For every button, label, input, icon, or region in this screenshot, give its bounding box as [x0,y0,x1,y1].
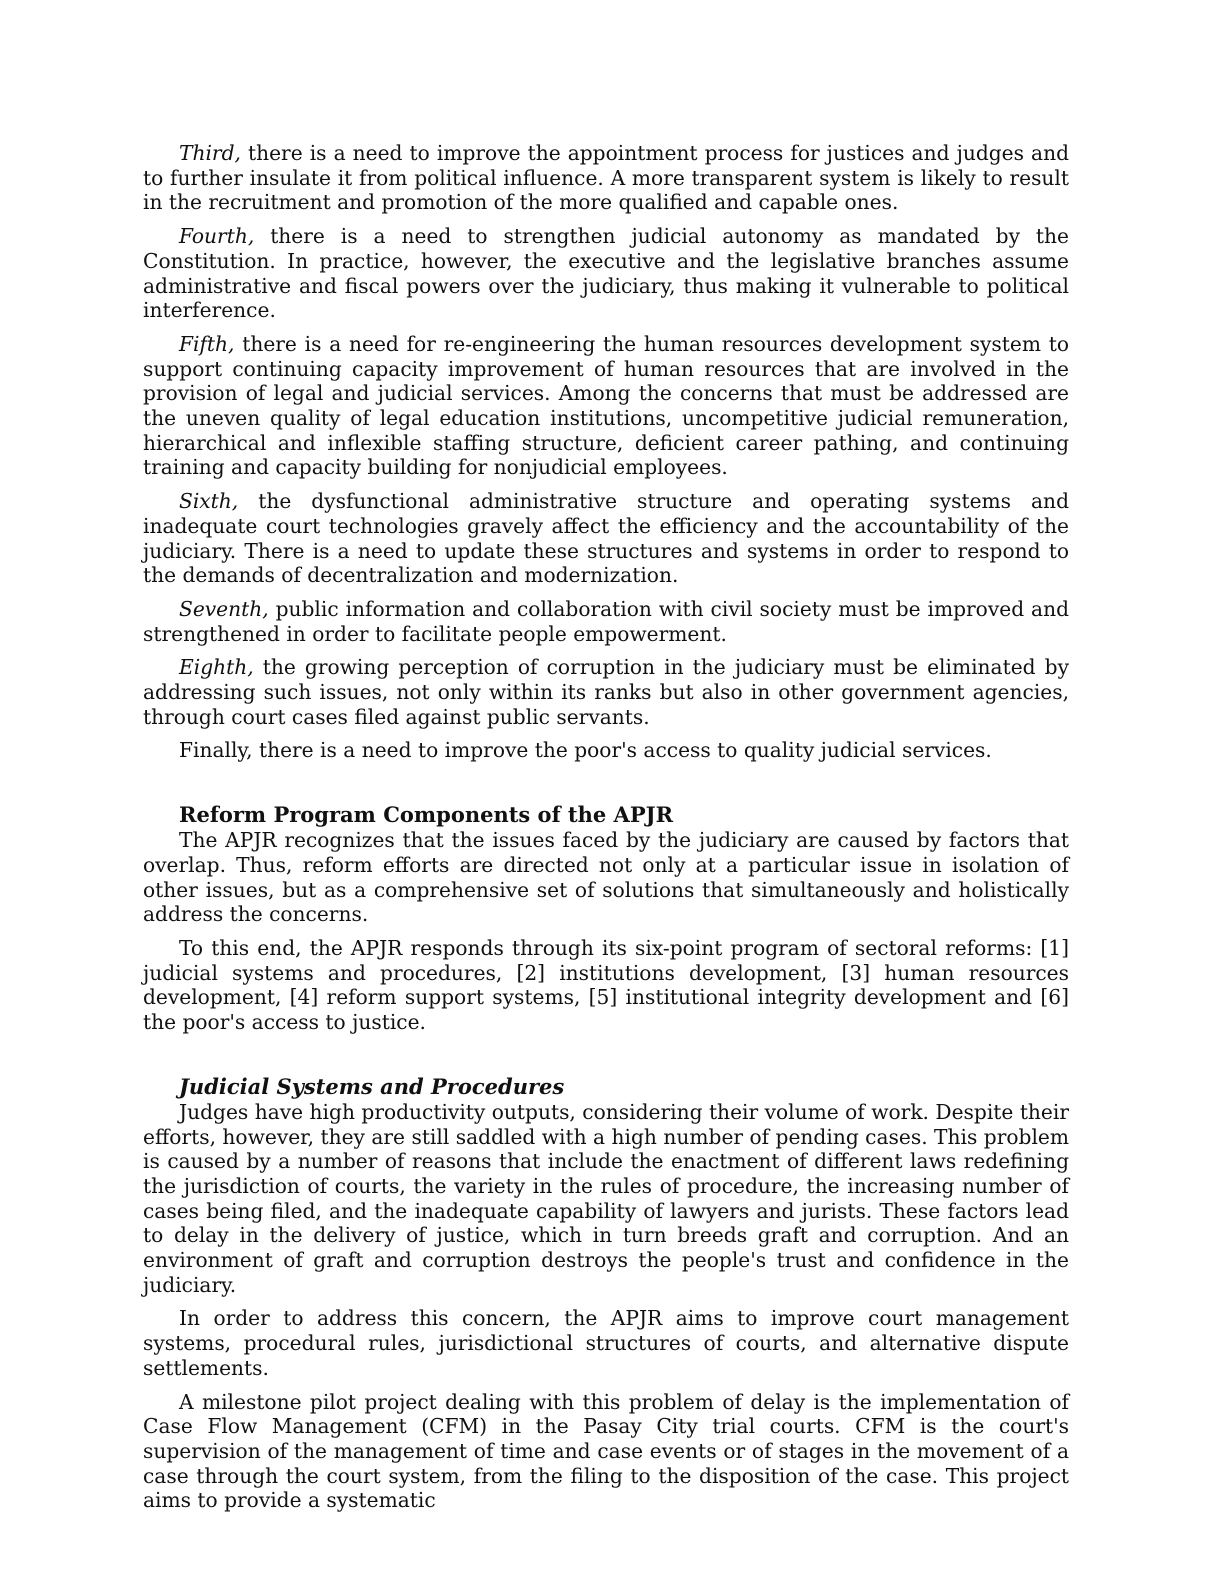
paragraph-third [143,141,1069,215]
paragraph-text: the dysfunctional administrative structure and operating systems and inadequate court technologies gravely affect the efficiency and the accountability of the judiciary. There is a need to update these structures and systems in order to respond to the demands of decentralization and modernization. [143,489,1069,588]
paragraph-text: there is a need to strengthen judicial autonomy as mandated by the Constitution. In practice, however, the executive and the legislative branches assume administrative and fiscal powers over the judiciary, thus making it vulnerable to political interference. [143,224,1069,323]
paragraph-eighth [143,655,1069,729]
paragraph-text: there is a need to improve the appointment process for justices and judges and to further insulate it from political influence. A more transparent system is likely to result in the recruitment and promotion of the more qualified and capable ones. [143,141,1069,215]
paragraph-lead: Sixth, [179,489,239,514]
paragraph-reform-2: To this end, the APJR responds through its six-point program of sectoral reforms: [1] judicial systems and procedures, [2] institutions development, [3] human resources development, [4] reform support systems, [5] institutional integrity development and [6] the poor's access to justice. [143,935,1069,1035]
paragraph-finally [143,738,1069,763]
section-spacer [143,772,1069,802]
paragraph-text: the growing perception of corruption in the judiciary must be eliminated by addressing such issues, not only within its ranks but also in other government agencies, through court cases filed against public servants. [143,655,1069,729]
paragraph-judicial-1: Judges have high productivity outputs, considering their volume of work. Despite their efforts, however, they are still saddled with a high number of pending cases. This problem is caused by a number of reasons that include the enactment of different laws redefining the jurisdiction of courts, the variety in the rules of procedure, the increasing number of cases being filed, and the inadequate capability of lawyers and jurists. These factors lead to delay in the delivery of justice, which in turn breeds graft and corruption. And an environment of graft and corruption destroys the people's trust and confidence in the judiciary. [143,1099,1069,1297]
paragraph-lead: Third, [179,141,241,165]
paragraph-text: Finally, there is a need to improve the poor's access to quality judicial services. [179,738,992,763]
paragraph-lead: Fifth, [179,331,235,356]
paragraph-text: public information and collaboration with civil society must be improved and strengthened in order to facilitate people empowerment. [143,596,1069,646]
paragraph-sixth [143,489,1069,588]
section-spacer [143,1044,1069,1074]
section-heading-reform: Reform Program Components of the APJR [179,802,674,828]
paragraph-lead: Seventh, [179,596,269,621]
paragraph-lead: Eighth, [179,655,254,680]
section-heading-judicial: Judicial Systems and Procedures [179,1073,565,1099]
paragraph-lead: Fourth, [179,224,255,249]
paragraph-judicial-2: In order to address this concern, the APJR aims to improve court management systems, procedural rules, jurisdictional structures of courts, and alternative dispute settlements. [143,1306,1069,1380]
paragraph-reform-1: The APJR recognizes that the issues faced by the judiciary are caused by factors that overlap. Thus, reform efforts are directed not only at a particular issue in isolation of other issues, but as a comprehensive set of solutions that simultaneously and holistically address the concerns. [143,828,1069,927]
paragraph-fifth [143,332,1069,480]
paragraph-text: there is a need for re-engineering the human resources development system to support continuing capacity improvement of human resources that are involved in the provision of legal and judicial services. Among the concerns that must be addressed are the uneven quality of legal education institutions, uncompetitive judicial remuneration, hierarchical and inflexible staffing structure, deficient career pathing, and continuing training and capacity building for nonjudicial employees. [143,331,1069,480]
paragraph-seventh [143,597,1069,646]
document-page [143,141,1069,1522]
paragraph-fourth [143,224,1069,323]
paragraph-judicial-3: A milestone pilot project dealing with this problem of delay is the implementation of Case Flow Management (CFM) in the Pasay City trial courts. CFM is the court's supervision of the management of time and case events or of stages in the movement of a case through the court system, from the filing to the disposition of the case. This project aims to provide a systematic [143,1389,1069,1513]
